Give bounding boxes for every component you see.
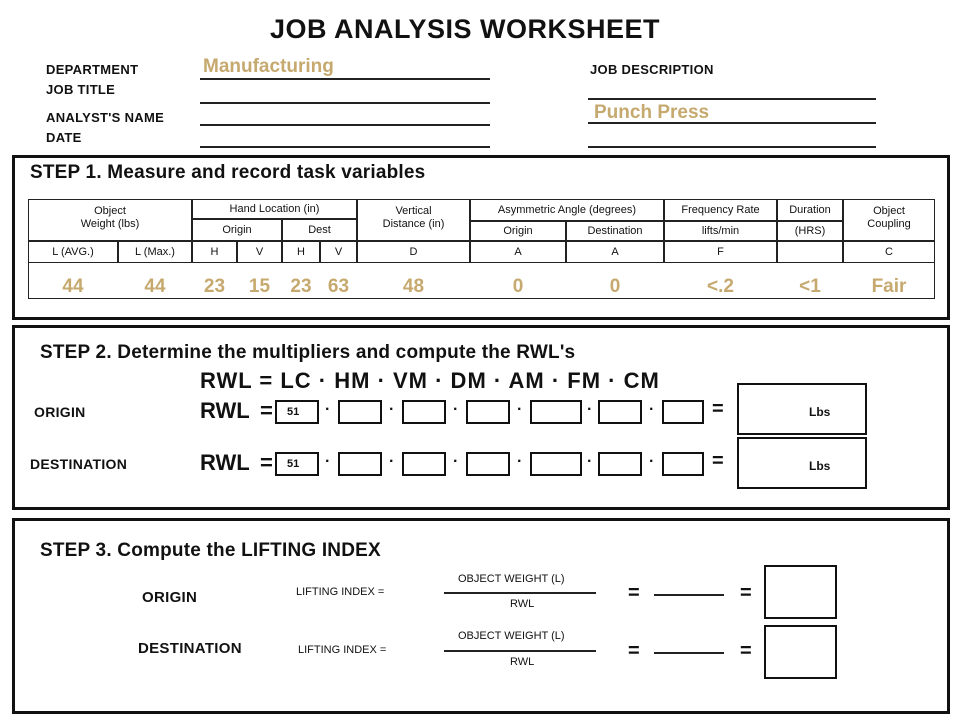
origin-am-box[interactable] <box>530 400 582 424</box>
analyst-name-label: ANALYST'S NAME <box>46 110 165 125</box>
f-subheader: F <box>664 241 777 263</box>
duration-header: Duration <box>777 199 843 221</box>
origin-numerator: OBJECT WEIGHT (L) <box>458 573 565 585</box>
origin-v-subheader: V <box>237 241 282 263</box>
origin-h-subheader: H <box>192 241 237 263</box>
origin-h-value: 23 <box>203 276 226 297</box>
origin-hm-box[interactable] <box>338 400 382 424</box>
date-line <box>200 146 490 148</box>
l-max-value: 44 <box>144 276 166 297</box>
origin-lc-value: 51 <box>287 406 300 418</box>
distance-value: 48 <box>402 276 425 297</box>
department-label: DEPARTMENT <box>46 62 139 77</box>
destination-eq-sign: = <box>260 450 273 475</box>
coupling-value: Fair <box>871 276 907 297</box>
step2-title: STEP 2. Determine the multipliers and compute the RWL's <box>40 342 576 363</box>
destination-lifting-index-label: LIFTING INDEX = <box>298 644 387 656</box>
l-avg-subheader: L (AVG.) <box>28 241 118 263</box>
job-description-value: Punch Press <box>594 102 710 123</box>
origin-lc-box[interactable] <box>275 400 319 424</box>
l-avg-value: 44 <box>62 276 84 297</box>
destination-dot-2: · <box>389 453 395 470</box>
origin-li-blank <box>654 594 724 596</box>
destination-li-eq-2: = <box>740 640 752 662</box>
c-subheader: C <box>843 241 935 263</box>
origin-vm-box[interactable] <box>402 400 446 424</box>
step3-origin-label: ORIGIN <box>142 589 198 606</box>
step2-origin-label: ORIGIN <box>34 404 86 420</box>
step1-title: STEP 1. Measure and record task variables <box>30 162 426 183</box>
destination-vm-box[interactable] <box>402 452 446 476</box>
destination-li-blank <box>654 652 724 654</box>
hand-location-header: Hand Location (in) <box>192 199 357 219</box>
department-line <box>200 78 490 80</box>
duration-subheader <box>777 241 843 263</box>
origin-denominator: RWL <box>510 598 535 610</box>
destination-lifting-index-box[interactable] <box>764 625 837 679</box>
a-destination-subheader: A <box>566 241 664 263</box>
object-coupling-header: Object Coupling <box>843 199 935 241</box>
origin-lifting-index-box[interactable] <box>764 565 837 619</box>
job-description-line-3 <box>588 146 876 148</box>
frequency-rate-header: Frequency Rate <box>664 199 777 221</box>
destination-lbs-label: Lbs <box>809 459 831 473</box>
destination-numerator: OBJECT WEIGHT (L) <box>458 630 565 642</box>
worksheet-title: JOB ANALYSIS WORKSHEET <box>270 14 661 44</box>
vertical-distance-header: Vertical Distance (in) <box>357 199 470 241</box>
origin-lifting-index-label: LIFTING INDEX = <box>296 586 385 598</box>
destination-dot-1: · <box>325 453 331 470</box>
destination-fraction-bar <box>444 650 596 652</box>
destination-dm-box[interactable] <box>466 452 510 476</box>
origin-rwl-result-box[interactable] <box>737 383 867 435</box>
destination-rwl-result-box[interactable] <box>737 437 867 489</box>
destination-dot-6: · <box>649 453 655 470</box>
asym-origin-value: 0 <box>512 276 524 297</box>
asym-destination-header: Destination <box>566 221 664 241</box>
origin-cm-box[interactable] <box>662 400 704 424</box>
duration-value: <1 <box>799 276 821 297</box>
origin-eq-sign: = <box>260 398 273 423</box>
asym-dest-value: 0 <box>609 276 621 297</box>
origin-li-eq-2: = <box>740 582 752 604</box>
origin-li-eq-1: = <box>628 582 640 604</box>
destination-result-eq: = <box>712 450 724 472</box>
destination-am-box[interactable] <box>530 452 582 476</box>
d-subheader: D <box>357 241 470 263</box>
department-value: Manufacturing <box>203 56 334 77</box>
origin-dot-6: · <box>649 401 655 418</box>
lifts-min-header: lifts/min <box>664 221 777 241</box>
origin-dot-3: · <box>453 401 459 418</box>
analyst-line <box>200 124 490 126</box>
origin-dot-4: · <box>517 401 523 418</box>
destination-hm-box[interactable] <box>338 452 382 476</box>
destination-dot-5: · <box>587 453 593 470</box>
origin-header: Origin <box>192 219 282 241</box>
frequency-value: <.2 <box>707 276 734 297</box>
step3-title: STEP 3. Compute the LIFTING INDEX <box>40 540 381 561</box>
rwl-formula: RWL = LC · HM · VM · DM · AM · FM · CM <box>200 368 660 393</box>
date-label: DATE <box>46 130 82 145</box>
l-max-subheader: L (Max.) <box>118 241 192 263</box>
a-origin-subheader: A <box>470 241 566 263</box>
hrs-header: (HRS) <box>777 221 843 241</box>
job-description-line-1 <box>588 98 876 100</box>
dest-h-value: 23 <box>290 276 312 297</box>
origin-rwl-label: RWL <box>200 398 250 423</box>
destination-fm-box[interactable] <box>598 452 642 476</box>
origin-dot-1: · <box>325 401 331 418</box>
object-weight-header: Object Weight (lbs) <box>28 199 192 241</box>
origin-dot-2: · <box>389 401 395 418</box>
destination-denominator: RWL <box>510 656 535 668</box>
asym-origin-header: Origin <box>470 221 566 241</box>
destination-dot-4: · <box>517 453 523 470</box>
origin-fraction-bar <box>444 592 596 594</box>
destination-rwl-label: RWL <box>200 450 250 475</box>
step3-destination-label: DESTINATION <box>138 640 242 657</box>
step2-destination-label: DESTINATION <box>30 456 128 472</box>
destination-dot-3: · <box>453 453 459 470</box>
destination-li-eq-1: = <box>628 640 640 662</box>
origin-fm-box[interactable] <box>598 400 642 424</box>
origin-dm-box[interactable] <box>466 400 510 424</box>
origin-lbs-label: Lbs <box>809 405 831 419</box>
origin-dot-5: · <box>587 401 593 418</box>
job-title-line <box>200 102 490 104</box>
destination-cm-box[interactable] <box>662 452 704 476</box>
dest-v-value: 63 <box>327 276 350 297</box>
dest-h-subheader: H <box>282 241 320 263</box>
dest-header: Dest <box>282 219 357 241</box>
destination-lc-value: 51 <box>287 458 300 470</box>
origin-result-eq: = <box>712 398 724 420</box>
job-description-label: JOB DESCRIPTION <box>590 62 714 77</box>
dest-v-subheader: V <box>320 241 357 263</box>
asymmetric-angle-header: Asymmetric Angle (degrees) <box>470 199 664 221</box>
destination-lc-box[interactable] <box>275 452 319 476</box>
origin-v-value: 15 <box>248 276 271 297</box>
job-title-label: JOB TITLE <box>46 82 116 97</box>
